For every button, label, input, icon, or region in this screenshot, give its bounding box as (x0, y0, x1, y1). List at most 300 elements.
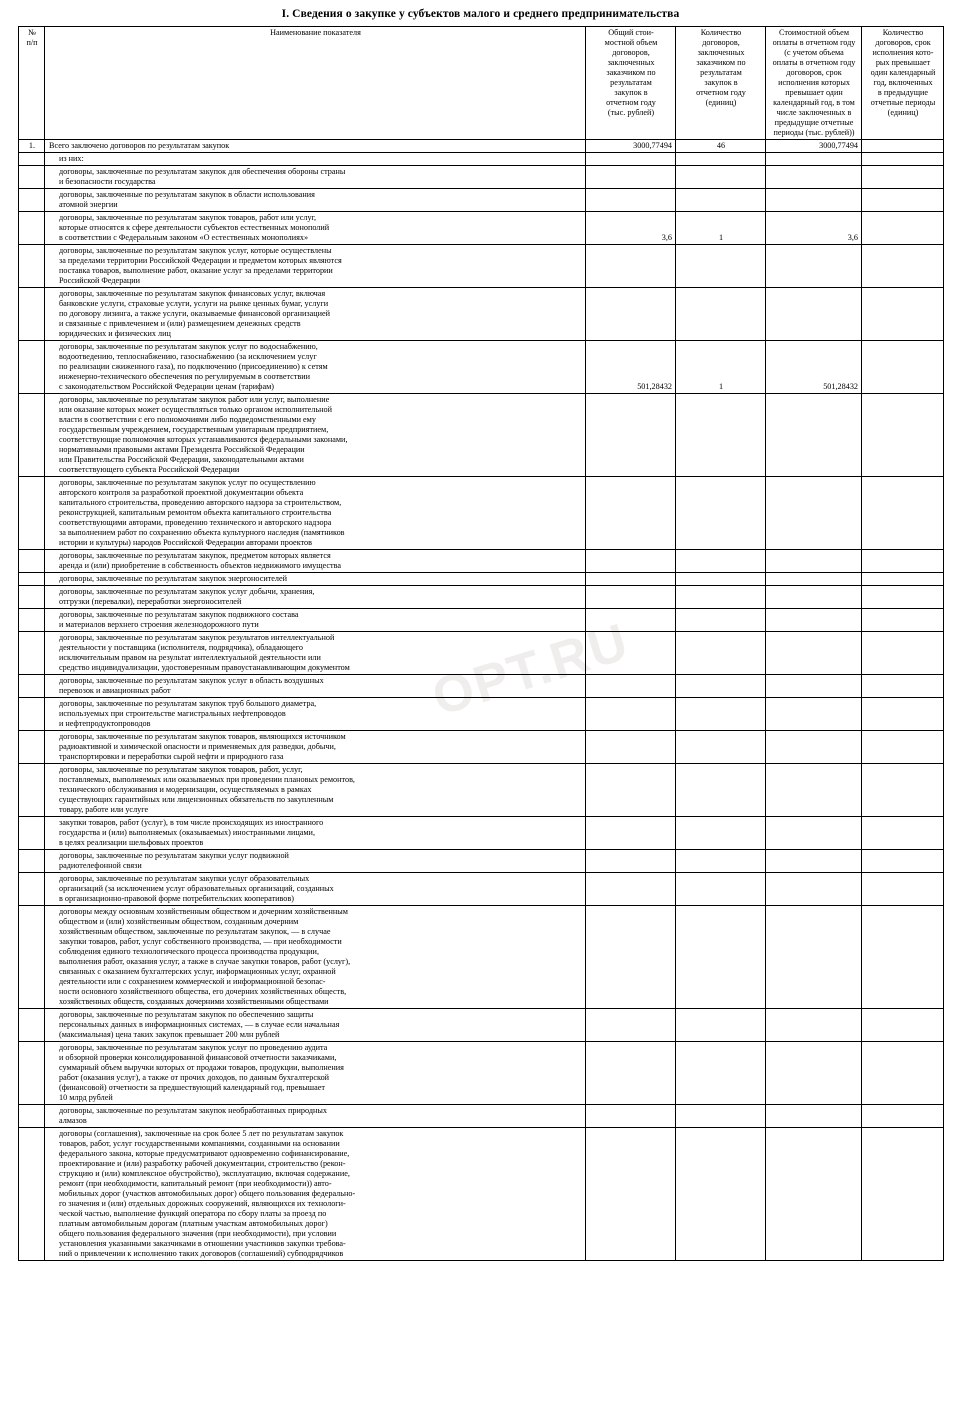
indicator-line: по реализации сжиженного газа), по подключению (присоединению) к сетям (59, 362, 328, 371)
indicator-line: в целях реализации шельфовых проектов (59, 838, 204, 847)
row-number (19, 817, 45, 850)
row-number (19, 573, 45, 586)
row-longterm-value (862, 731, 944, 764)
row-volume-value (586, 817, 676, 850)
indicator-line: в соответствии с Федеральным законом «О естественных монополиях» (59, 233, 309, 242)
row-payment-value: 3,6 (766, 212, 862, 245)
sme-procurement-table (18, 26, 944, 1261)
indicator-line: договоры, заключенные по результатам закупок по обеспечению защиты (59, 1010, 314, 1019)
indicator-line: установления указанными заказчиками в отношении участников закупки требова- (59, 1239, 346, 1248)
row-indicator-name (45, 394, 586, 477)
indicator-line: радиотелефонной связи (59, 861, 142, 870)
indicator-line: договоры, заключенные по результатам закупок товаров, являющихся источником (59, 732, 346, 741)
indicator-line: истории и культуры) народов Российской Федерации авторами проектов (59, 538, 312, 547)
indicator-line: по договору лизинга, а также услуги, оказываемые финансовой организацией (59, 309, 330, 318)
row-volume-value (586, 764, 676, 817)
header-line: (единиц) (705, 98, 737, 107)
table-row (19, 189, 944, 212)
table-row (19, 1042, 944, 1105)
table-header (19, 27, 944, 140)
row-longterm-value (862, 632, 944, 675)
row-longterm-value (862, 166, 944, 189)
indicator-line: исключительным правом на результат интеллектуальной деятельности или (59, 653, 321, 662)
column-header-volume (586, 27, 676, 140)
indicator-line: государственным учреждением, государственным унитарным предприятием, (59, 425, 329, 434)
row-payment-value (766, 245, 862, 288)
row-number (19, 675, 45, 698)
row-number (19, 632, 45, 675)
row-volume-value: 3000,77494 (586, 140, 676, 153)
indicator-line: или Правительства Российской Федерации, законодательными актами (59, 455, 304, 464)
row-volume-value (586, 586, 676, 609)
row-number (19, 245, 45, 288)
indicator-line: поставляемых, выполняемых или оказываемых при проведении плановых ремонтов, (59, 775, 355, 784)
header-line: в предыдущие (877, 88, 929, 97)
indicator-line: товару, работе или услуге (59, 805, 149, 814)
indicator-line: реконструкцией, капитальным ремонтом объекта капитального строительства (59, 508, 332, 517)
indicator-line: договоры между основным хозяйственным обществом и дочерним хозяйственным (59, 907, 348, 916)
row-indicator-name (45, 166, 586, 189)
indicator-line: федерального закона, которые предусматривают одновременно софинансирование, (59, 1149, 350, 1158)
header-line: результатам (610, 78, 652, 87)
indicator-line: атомной энергии (59, 200, 118, 209)
row-longterm-value (862, 341, 944, 394)
header-line: превышает один (785, 88, 843, 97)
row-count-value (676, 394, 766, 477)
row-payment-value (766, 850, 862, 873)
row-count-value (676, 477, 766, 550)
header-line: Общий стои- (608, 28, 654, 37)
indicator-line: струкцию и (или) комплексное обустройство), эксплуатацию, включая содержание, (59, 1169, 350, 1178)
indicator-line: из них: (59, 154, 84, 163)
row-count-value: 1 (676, 341, 766, 394)
indicator-line: закупки товаров, работ, услуг собственного производства, — при необходимости (59, 937, 342, 946)
indicator-line: радиоактивной и химической опасности и применяемых для разведки, добычи, (59, 742, 336, 751)
row-indicator-name (45, 153, 586, 166)
header-line: числе заключенных в (776, 108, 852, 117)
column-header-count (676, 27, 766, 140)
row-payment-value (766, 873, 862, 906)
row-payment-value (766, 166, 862, 189)
table-row (19, 477, 944, 550)
row-longterm-value (862, 550, 944, 573)
column-header-num (19, 27, 45, 140)
table-row (19, 764, 944, 817)
indicator-line: договоры, заключенные по результатам закупок товаров, работ или услуг, (59, 213, 317, 222)
indicator-line: или оказание которых может осуществляться только органом исполнительной (59, 405, 332, 414)
row-count-value (676, 609, 766, 632)
row-volume-value (586, 1042, 676, 1105)
row-number (19, 1128, 45, 1261)
row-payment-value (766, 586, 862, 609)
row-volume-value (586, 632, 676, 675)
row-payment-value (766, 675, 862, 698)
row-indicator-name (45, 731, 586, 764)
row-volume-value (586, 1105, 676, 1128)
indicator-line: договоры (соглашения), заключенные на срок более 5 лет по результатам закупок (59, 1129, 344, 1138)
header-line: договоров, (612, 48, 650, 57)
row-indicator-name (45, 1042, 586, 1105)
header-line: (с учетом объема (784, 48, 844, 57)
indicator-line: ремонт (при необходимости, капитальный ремонт (при необходимости)) авто- (59, 1179, 332, 1188)
header-line: результатам (700, 68, 742, 77)
row-number (19, 394, 45, 477)
row-number (19, 153, 45, 166)
row-longterm-value (862, 245, 944, 288)
row-count-value (676, 906, 766, 1009)
row-indicator-name (45, 817, 586, 850)
row-indicator-name (45, 632, 586, 675)
table-body (19, 140, 944, 1261)
row-number (19, 212, 45, 245)
indicator-line: договоры, заключенные по результатам закупок необработанных природных (59, 1106, 327, 1115)
indicator-line: договоры, заключенные по результатам закупок услуг в область воздушных (59, 676, 324, 685)
indicator-line: используемых при строительстве магистральных нефтепроводов (59, 709, 286, 718)
row-payment-value (766, 731, 862, 764)
header-line: (тыс. рублей) (607, 108, 655, 117)
row-count-value (676, 1042, 766, 1105)
row-volume-value (586, 550, 676, 573)
row-count-value (676, 586, 766, 609)
row-payment-value (766, 906, 862, 1009)
indicator-line: договоры, заключенные по результатам закупок труб большого диаметра, (59, 699, 317, 708)
header-line: заключенных (607, 58, 655, 67)
indicator-line: го значения и (или) отдельных дорожных сооружений, являющихся их технологи- (59, 1199, 346, 1208)
indicator-line: перевозок и авиационных работ (59, 686, 171, 695)
indicator-line: средство индивидуализации, удостоверенным правоустанавливающим документом (59, 663, 350, 672)
row-count-value (676, 288, 766, 341)
row-payment-value (766, 189, 862, 212)
row-count-value (676, 817, 766, 850)
row-longterm-value (862, 477, 944, 550)
row-number: 1. (19, 140, 45, 153)
indicator-line: хозяйственным обществом, заключенные по результатам закупок, — в случае (59, 927, 331, 936)
header-line: (единиц) (887, 108, 919, 117)
header-line: мостной объем (604, 38, 658, 47)
row-indicator-name (45, 764, 586, 817)
indicator-line: персональных данных в информационных системах, — в случае если начальная (59, 1020, 340, 1029)
row-volume-value (586, 675, 676, 698)
row-indicator-name (45, 675, 586, 698)
indicator-line: работ (оказания услуг), а также от прочих доходов, по данным бухгалтерской (59, 1073, 330, 1082)
row-volume-value (586, 153, 676, 166)
indicator-line: за выполнением работ по сохранению объекта культурного наследия (памятников (59, 528, 345, 537)
indicator-line: Российской Федерации (59, 276, 141, 285)
indicator-line: ности основного хозяйственного общества, его дочерних хозяйственных обществ, (59, 987, 347, 996)
row-volume-value (586, 245, 676, 288)
table-row (19, 140, 944, 153)
row-count-value: 1 (676, 212, 766, 245)
header-line: отчетном году (696, 88, 746, 97)
indicator-line: водоотведению, теплоснабжению, газоснабжению (за исключением услуг (59, 352, 317, 361)
row-longterm-value (862, 764, 944, 817)
table-row (19, 873, 944, 906)
indicator-line: и обзорной проверки консолидированной финансовой отчетности заказчиками, (59, 1053, 337, 1062)
header-line: Количество (700, 28, 742, 37)
indicator-line: (финансовой) отчетности за предшествующий календарный год, превышает (59, 1083, 325, 1092)
row-volume-value (586, 698, 676, 731)
row-number (19, 288, 45, 341)
row-longterm-value (862, 1042, 944, 1105)
row-volume-value: 3,6 (586, 212, 676, 245)
indicator-line: связанных с оказанием бухгалтерских услуг, информационных услуг, охранной (59, 967, 336, 976)
row-count-value (676, 245, 766, 288)
row-payment-value: 3000,77494 (766, 140, 862, 153)
header-line: закупок в (614, 88, 648, 97)
header-line: закупок в (704, 78, 738, 87)
row-longterm-value (862, 1105, 944, 1128)
row-indicator-name (45, 550, 586, 573)
row-number (19, 477, 45, 550)
indicator-line: Всего заключено договоров по результатам закупок (49, 141, 230, 150)
row-indicator-name (45, 341, 586, 394)
row-volume-value (586, 189, 676, 212)
row-volume-value (586, 609, 676, 632)
table-row (19, 609, 944, 632)
row-count-value (676, 731, 766, 764)
row-indicator-name (45, 573, 586, 586)
row-volume-value (586, 1009, 676, 1042)
row-payment-value (766, 1128, 862, 1261)
row-number (19, 873, 45, 906)
row-count-value (676, 153, 766, 166)
row-longterm-value (862, 609, 944, 632)
row-number (19, 1042, 45, 1105)
table-row (19, 632, 944, 675)
indicator-line: договоры, заключенные по результатам закупок услуг добычи, хранения, (59, 587, 315, 596)
header-line: оплаты в отчетном году (772, 58, 856, 67)
row-indicator-name (45, 698, 586, 731)
row-longterm-value (862, 394, 944, 477)
row-indicator-name (45, 1009, 586, 1042)
indicator-line: договоры, заключенные по результатам закупок работ или услуг, выполнение (59, 395, 330, 404)
row-volume-value (586, 1128, 676, 1261)
table-row (19, 573, 944, 586)
indicator-line: соблюдения единого технологического процесса производства продукции, (59, 947, 319, 956)
column-header-longterm (862, 27, 944, 140)
table-row (19, 850, 944, 873)
column-header-payment (766, 27, 862, 140)
indicator-line: с законодательством Российской Федерации ценам (тарифам) (59, 382, 274, 391)
row-number (19, 166, 45, 189)
table-row (19, 212, 944, 245)
row-count-value (676, 189, 766, 212)
table-row (19, 166, 944, 189)
header-line: отчетном году (606, 98, 656, 107)
row-payment-value (766, 573, 862, 586)
row-payment-value (766, 1009, 862, 1042)
row-count-value (676, 632, 766, 675)
table-row (19, 906, 944, 1009)
row-longterm-value (862, 873, 944, 906)
table-row (19, 288, 944, 341)
indicator-line: аренда и (или) приобретение в собственность объектов недвижимого имущества (59, 561, 341, 570)
row-longterm-value (862, 1009, 944, 1042)
indicator-line: отгрузки (перевалки), переработки энергоносителей (59, 597, 242, 606)
indicator-line: ческой частью, выполнение функций оператора по сбору платы за проезд по (59, 1209, 327, 1218)
indicator-line: которые относятся к сфере деятельности субъектов естественных монополий (59, 223, 330, 232)
table-row (19, 1105, 944, 1128)
row-longterm-value (862, 675, 944, 698)
indicator-line: проектирование и (или) разработку рабочей документации, строительство (рекон- (59, 1159, 346, 1168)
row-payment-value (766, 1042, 862, 1105)
row-payment-value (766, 394, 862, 477)
indicator-line: капитального строительства, проведению авторского надзора за строительством, (59, 498, 342, 507)
column-header-name (45, 27, 586, 140)
row-indicator-name (45, 477, 586, 550)
indicator-line: ний о привлечении к исполнению таких договоров (соглашений) субподрядчиков (59, 1249, 344, 1258)
header-line: предыдущие отчетные (774, 118, 854, 127)
indicator-line: за пределами территории Российской Федерации и предметом которых являются (59, 256, 342, 265)
row-longterm-value (862, 906, 944, 1009)
indicator-line: договоры, заключенные по результатам закупок услуг по проведению аудита (59, 1043, 328, 1052)
indicator-line: суммарный объем выручки которых от продажи товаров, продукции, выполнения (59, 1063, 344, 1072)
header-line: периоды (тыс. рублей)) (773, 128, 855, 137)
row-count-value (676, 675, 766, 698)
indicator-line: договоры, заключенные по результатам закупок энергоносителей (59, 574, 288, 583)
indicator-line: алмазов (59, 1116, 87, 1125)
table-row (19, 817, 944, 850)
row-volume-value (586, 873, 676, 906)
indicator-line: обществом и (или) хозяйственным обществом, созданным дочерним (59, 917, 299, 926)
row-count-value (676, 550, 766, 573)
row-count-value: 46 (676, 140, 766, 153)
indicator-line: транспортировки и переработки сырой нефти и природного газа (59, 752, 284, 761)
header-line: оплаты в отчетном году (772, 38, 856, 47)
row-indicator-name (45, 586, 586, 609)
row-payment-value (766, 632, 862, 675)
row-payment-value (766, 764, 862, 817)
row-longterm-value (862, 140, 944, 153)
row-count-value (676, 850, 766, 873)
row-number (19, 764, 45, 817)
row-volume-value (586, 850, 676, 873)
indicator-line: договоры, заключенные по результатам закупок, предметом которых является (59, 551, 331, 560)
indicator-line: технического обслуживания и модернизации, осуществляемых в рамках (59, 785, 312, 794)
table-header-row (19, 27, 944, 140)
row-number (19, 731, 45, 764)
indicator-line: 10 млрд рублей (59, 1093, 113, 1102)
row-indicator-name (45, 1105, 586, 1128)
indicator-line: соответствующие полномочия которых устанавливаются федеральными законами, (59, 435, 348, 444)
indicator-line: государства и (или) выполняемых (оказываемых) иностранными лицами, (59, 828, 315, 837)
row-number (19, 850, 45, 873)
indicator-line: в организационно-правовой форме потребительских кооперативов) (59, 894, 294, 903)
table-row (19, 153, 944, 166)
row-payment-value (766, 698, 862, 731)
row-indicator-name (45, 609, 586, 632)
indicator-line: общего пользования федерального значения (при необходимости), при условии (59, 1229, 337, 1238)
indicator-line: авторского контроля за разработкой проектной документации объекта (59, 488, 304, 497)
indicator-line: договоры, заключенные по результатам закупок подвижного состава (59, 610, 299, 619)
header-line: заключенных (697, 48, 745, 57)
row-indicator-name (45, 906, 586, 1009)
row-number (19, 586, 45, 609)
indicator-line: соответствующими авторами, проведению технического и авторского надзора (59, 518, 332, 527)
row-count-value (676, 573, 766, 586)
indicator-line: деятельности у поставщика (исполнителя, подрядчика), обладающего (59, 643, 304, 652)
table-row (19, 731, 944, 764)
row-number (19, 906, 45, 1009)
row-payment-value (766, 288, 862, 341)
row-payment-value (766, 477, 862, 550)
indicator-line: деятельности или с сохранением коммерческой и информационной безопас- (59, 977, 326, 986)
row-longterm-value (862, 850, 944, 873)
indicator-line: поставка товаров, выполнение работ, оказание услуг за пределами территории (59, 266, 333, 275)
row-number (19, 550, 45, 573)
row-indicator-name (45, 873, 586, 906)
row-indicator-name (45, 288, 586, 341)
row-payment-value (766, 817, 862, 850)
header-line: договоров, срок (875, 38, 931, 47)
indicator-line: договоры, заключенные по результатам закупок финансовых услуг, включая (59, 289, 326, 298)
header-line: год, включенных (873, 78, 933, 87)
header-line: заказчиком по (606, 68, 656, 77)
row-number (19, 609, 45, 632)
header-line: Количество (882, 28, 924, 37)
row-indicator-name (45, 1128, 586, 1261)
row-number (19, 698, 45, 731)
indicator-line: договоры, заключенные по результатам закупок услуг по осуществлению (59, 478, 316, 487)
row-longterm-value (862, 698, 944, 731)
header-line: рых превышает (875, 58, 931, 67)
table-row (19, 586, 944, 609)
row-indicator-name (45, 189, 586, 212)
header-line: один календарный (870, 68, 936, 77)
row-volume-value (586, 166, 676, 189)
header-line: исполнения которых (778, 78, 850, 87)
indicator-line: и безопасности государства (59, 177, 156, 186)
header-line: исполнения кото- (872, 48, 934, 57)
row-number (19, 341, 45, 394)
table-row (19, 698, 944, 731)
row-number (19, 1009, 45, 1042)
indicator-line: и материалов верхнего строения железнодорожного пути (59, 620, 259, 629)
row-count-value (676, 1128, 766, 1261)
row-indicator-name (45, 245, 586, 288)
row-longterm-value (862, 153, 944, 166)
indicator-line: юридических и физических лиц (59, 329, 171, 338)
indicator-line: товаров, работ, услуг государственными компаниями, созданными на основании (59, 1139, 340, 1148)
table-row (19, 245, 944, 288)
row-longterm-value (862, 212, 944, 245)
indicator-line: договоры, заключенные по результатам закупок в области использования (59, 190, 315, 199)
row-longterm-value (862, 817, 944, 850)
row-payment-value (766, 153, 862, 166)
table-row (19, 675, 944, 698)
header-line: календарный год, в том (773, 98, 855, 107)
row-indicator-name (45, 212, 586, 245)
indicator-line: соответствующего субъекта Российской Федерации (59, 465, 240, 474)
row-volume-value (586, 906, 676, 1009)
row-count-value (676, 1105, 766, 1128)
row-indicator-name (45, 140, 586, 153)
table-row (19, 341, 944, 394)
header-line: Стоимостной объем (779, 28, 849, 37)
indicator-line: существующих гарантийных или лицензионных обязательств по закупленным (59, 795, 334, 804)
header-line: Наименование показателя (270, 28, 361, 37)
header-line: п/п (26, 38, 38, 47)
row-volume-value (586, 288, 676, 341)
row-count-value (676, 764, 766, 817)
indicator-line: (максимальная) цена таких закупок превышает 200 млн рублей (59, 1030, 280, 1039)
row-payment-value (766, 550, 862, 573)
page-title: I. Сведения о закупке у субъектов малого и среднего предпринимательства (281, 8, 680, 20)
row-longterm-value (862, 288, 944, 341)
header-line: № (28, 28, 36, 37)
header-line: заказчиком по (696, 58, 746, 67)
indicator-line: закупки товаров, работ (услуг), в том числе происходящих из иностранного (59, 818, 324, 827)
